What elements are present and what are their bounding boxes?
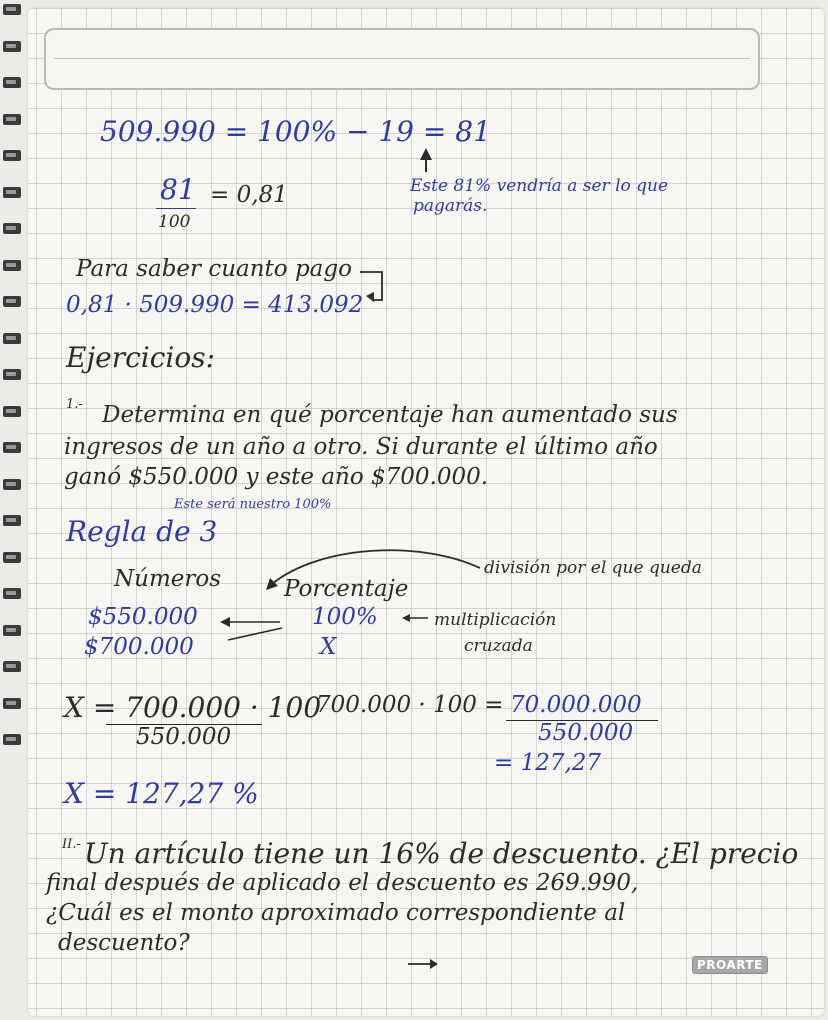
exercise-2-line-1: Un artículo tiene un 16% de descuento. ¿El precio — [84, 837, 799, 870]
value-700000: $700.000 — [84, 634, 194, 660]
division-note: división por el que queda — [484, 558, 702, 578]
cross-arrow-top-head — [220, 617, 230, 627]
exercise-1-line-3: ganó $550.000 y este año $700.000. — [64, 464, 489, 490]
note-81-percent: Este 81% vendría a ser lo que — [410, 176, 669, 196]
calculation-1: 0,81 · 509.990 = 413.092 — [66, 292, 364, 318]
proarte-logo: PROARTE — [692, 956, 768, 974]
exercise-2-line-2: final después de aplicado el descuento es 269.990, — [46, 870, 639, 896]
regla-de-3-heading: Regla de 3 — [66, 515, 218, 548]
fraction-result: = 0,81 — [210, 182, 288, 208]
fraction-denominator: 100 — [158, 212, 191, 232]
curved-arrow — [272, 550, 480, 584]
numeros-label: Números — [114, 566, 222, 592]
calculation-2-numerator: 70.000.000 — [510, 692, 642, 718]
x-final-result: X = 127,27 % — [64, 777, 259, 810]
exercise-2-line-3: ¿Cuál es el monto aproximado correspondiente al — [46, 900, 626, 926]
note-pagaras: pagarás. — [413, 196, 488, 216]
cruzada-label: cruzada — [464, 636, 533, 656]
value-100-percent: 100% — [312, 604, 378, 630]
arrow-up-head — [420, 148, 432, 160]
exercise-1-line-2: ingresos de un año a otro. Si durante el último año — [64, 434, 658, 460]
multiplication-arrow-head — [402, 614, 410, 622]
este-sera-note: Este será nuestro 100% — [174, 497, 332, 512]
calculation-2-lhs: 700.000 · 100 = — [316, 692, 504, 718]
ejercicios-heading: Ejercicios: — [66, 341, 216, 374]
cross-arrow-bottom — [228, 628, 282, 640]
exercise-1-line-1: Determina en qué porcentaje han aumentado sus — [102, 402, 678, 428]
bracket-arrow-head — [366, 292, 374, 302]
fraction-numerator: 81 — [160, 173, 196, 206]
exercise-2-line-4: descuento? — [58, 930, 190, 956]
multiplicacion-label: multiplicación — [434, 610, 557, 630]
calculation-2-denominator: 550.000 — [538, 720, 634, 746]
exercise-2-number: II.- — [62, 837, 81, 852]
x-equation-denominator: 550.000 — [136, 724, 232, 750]
equation-1: 509.990 = 100% − 19 = 81 — [100, 115, 491, 148]
bottom-arrow-head — [430, 959, 438, 969]
para-saber-text: Para saber cuanto pago — [76, 256, 352, 282]
porcentaje-label: Porcentaje — [284, 576, 409, 602]
value-x: X — [320, 634, 337, 660]
calculation-2-result: = 127,27 — [494, 750, 602, 776]
value-550000: $550.000 — [88, 604, 198, 630]
exercise-1-number: 1.- — [66, 397, 83, 412]
x-equation-lhs: X = 700.000 · 100 — [64, 691, 322, 724]
